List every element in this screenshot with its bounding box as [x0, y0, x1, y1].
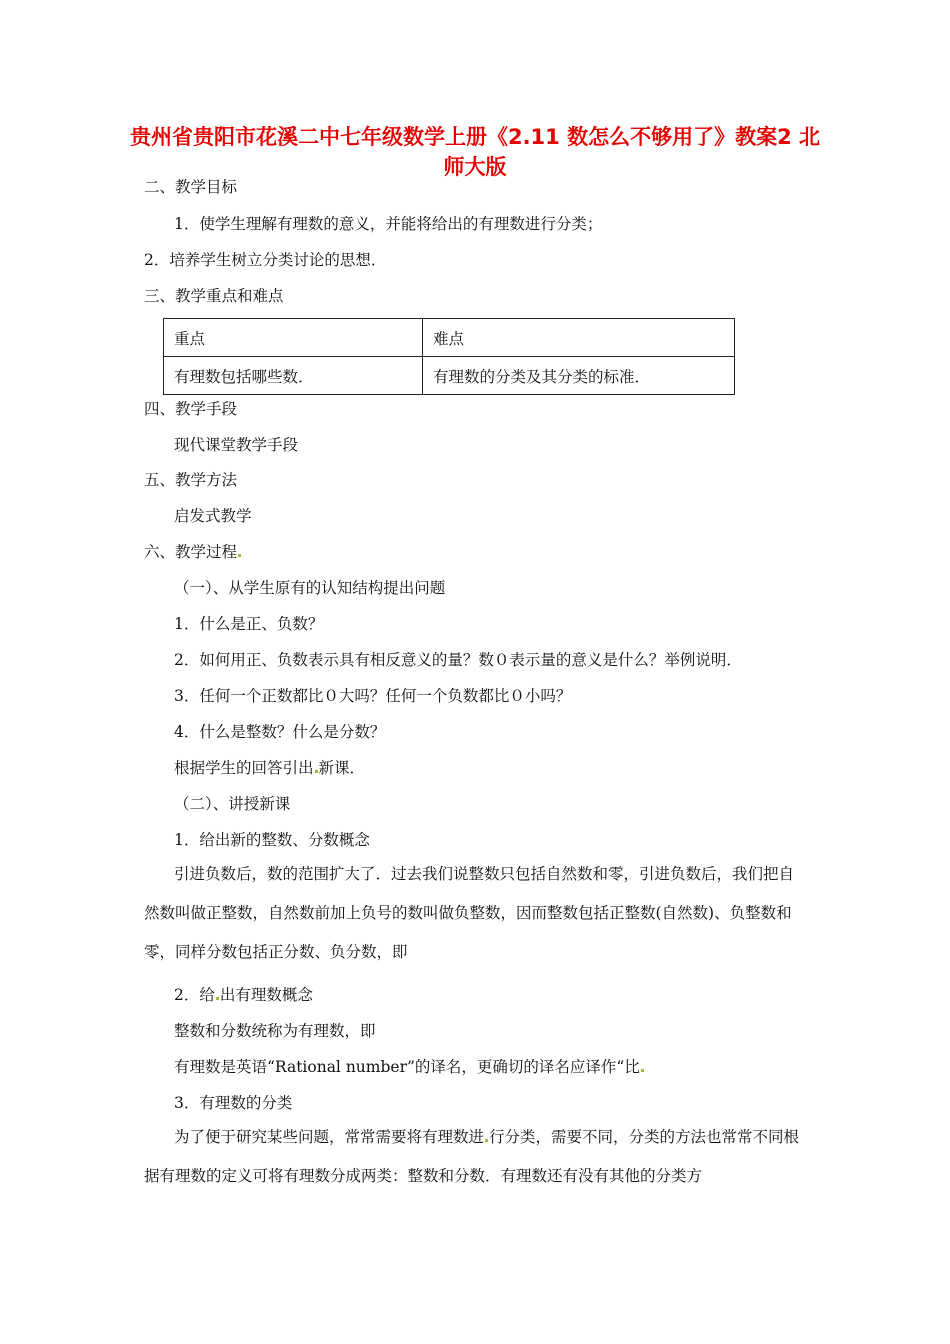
table-row	[164, 357, 735, 395]
classification-paragraph	[144, 1118, 808, 1196]
method-text: 启发式教学	[174, 507, 252, 525]
rational-name-note	[174, 1057, 645, 1077]
goal-item-2: 2．培养学生树立分类讨论的思想．	[144, 251, 387, 269]
rational-definition: 整数和分数统称为有理数，即	[174, 1022, 376, 1040]
section-heading-method: 五、教学方法	[144, 471, 238, 489]
lead-in-text	[174, 758, 365, 778]
question-1: 1．什么是正、负数？	[174, 615, 324, 633]
question-3: 3．任何一个正数都比０大吗？任何一个负数都比０小吗？	[174, 687, 572, 705]
paragraph-text-b: 行分类，需要不同，分类的方法也常常不同根据有理数的定义可将有理数分成两类：整数和分数．有理数还有没有其他的分类方	[144, 1128, 800, 1185]
watermark-dot	[641, 1069, 644, 1072]
keypoints-table	[163, 318, 735, 395]
new-concept-heading-1: 1．给出新的整数、分数概念	[174, 831, 370, 849]
part-two-heading: （二）、讲授新课	[174, 795, 291, 813]
table-cell-key: 有理数包括哪些数．	[164, 357, 423, 395]
section-heading-process	[144, 542, 242, 562]
new-concept-heading-3: 3．有理数的分类	[174, 1094, 293, 1112]
means-text: 现代课堂教学手段	[174, 436, 299, 454]
table-cell-difficult: 有理数的分类及其分类的标准．	[423, 357, 735, 395]
question-2: 2．如何用正、负数表示具有相反意义的量？数０表示量的意义是什么？举例说明．	[174, 651, 742, 669]
new-concept-heading-2	[174, 985, 313, 1005]
part-one-heading: （一）、从学生原有的认知结构提出问题	[174, 579, 446, 597]
section-heading-goals: 二、教学目标	[144, 178, 238, 196]
paragraph-text: 引进负数后，数的范围扩大了．过去我们说整数只包括自然数和零，引进负数后，我们把自然数叫做正整数，自然数前加上负号的数叫做负整数，因而整数包括正整数(自然数)、负整数和零，同样分数包括正分数、负分数，即	[144, 865, 795, 961]
paragraph-text-a: 为了便于研究某些问题，常常需要将有理数进	[174, 1128, 485, 1146]
document-title: 贵州省贵阳市花溪二中七年级数学上册《2.11 数怎么不够用了》教案2 北师大版	[129, 125, 821, 179]
watermark-dot	[216, 997, 219, 1000]
heading-2-part-a: 2．给	[174, 986, 215, 1004]
watermark-dot	[315, 770, 318, 773]
section-heading-keypoints: 三、教学重点和难点	[144, 287, 284, 305]
heading-2-part-b: 出有理数概念	[219, 986, 313, 1004]
watermark-dot	[238, 554, 241, 557]
new-concept-paragraph	[144, 855, 808, 972]
watermark-dot	[485, 1139, 488, 1142]
lead-in-part-a: 根据学生的回答引出	[174, 759, 314, 777]
section-heading-means: 四、教学手段	[144, 400, 238, 418]
process-heading-text: 六、教学过程	[144, 543, 238, 561]
lead-in-part-b: 新课．	[318, 759, 366, 777]
note-text: 有理数是英语“Rational number”的译名，更确切的译名应译作“比	[174, 1058, 640, 1076]
table-row	[164, 319, 735, 357]
goal-item-1: 1．使学生理解有理数的意义，并能将给出的有理数进行分类；	[174, 215, 603, 233]
table-header-difficult: 难点	[423, 319, 735, 357]
question-4: 4．什么是整数？什么是分数？	[174, 723, 386, 741]
table-header-key: 重点	[164, 319, 423, 357]
